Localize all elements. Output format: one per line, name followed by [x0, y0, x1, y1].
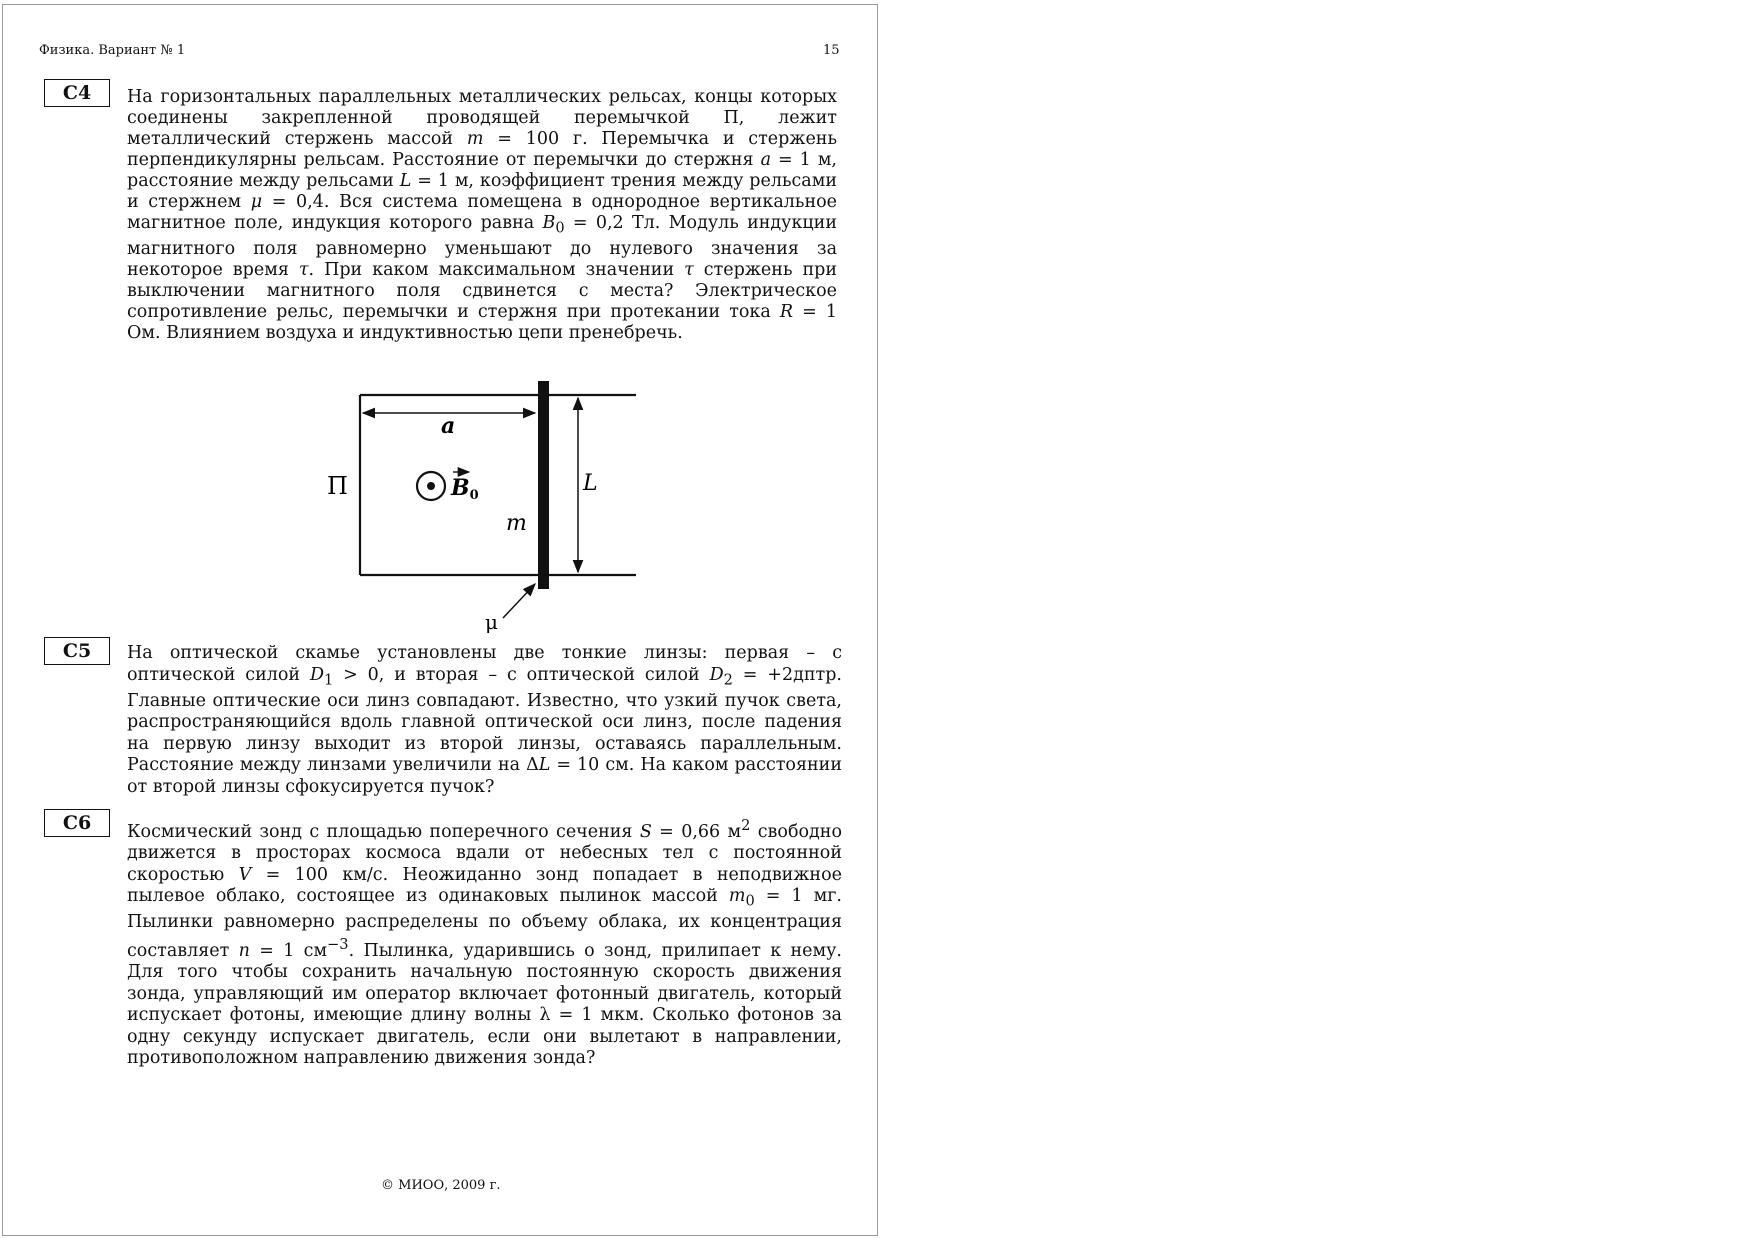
task-text-c5: На оптической скамье установлены две тонкие линзы: первая – с оптической силой $D_1 > 0$, и вторая – с оптической силой $D_2$ = +2дптр. Главные оптические оси линз совпадают. Известно, что узкий пучок света, распространяющийся вдоль главной оптической оси линз, после падения на первую линзу выходит из второй линзы, оставаясь параллельным. Расстояние между линзами увеличили на ΔL = 10 см. На каком расстоянии от второй линзы сфокусируется пучок? — [127, 643, 842, 797]
friction-label: μ — [485, 610, 498, 633]
header-title: Физика. Вариант № 1 — [39, 43, 186, 58]
mass-label: m — [506, 511, 527, 536]
task-label-c6: C6 — [44, 809, 110, 837]
page-number: 15 — [823, 43, 840, 58]
task-label-c5: C5 — [44, 637, 110, 665]
rail-gap-label: L — [583, 471, 598, 496]
distance-a-label: a — [441, 413, 456, 439]
friction-arrow — [503, 584, 535, 618]
exam-page — [2, 4, 878, 1236]
c4-circuit-figure — [313, 373, 653, 633]
jumper-label: П — [327, 472, 348, 500]
field-label: B0 — [451, 475, 479, 503]
task-text-c4: На горизонтальных параллельных металлических рельсах, концы которых соединены закрепленной проводящей перемычкой П, лежит металлический стержень массой m = 100 г. Перемычка и стержень перпендикулярны рельсам. Расстояние от перемычки до стержня a = 1 м, расстояние между рельсами L = 1 м, коэффициент трения между рельсами и стержнем μ = 0,4. Вся система помещена в однородное вертикальное магнитное поле, индукция которого равна $B_0 = 0,2$ Тл. Модуль индукции магнитного поля равномерно уменьшают до нулевого значения за некоторое время τ. При каком максимальном значении τ стержень при выключении магнитного поля сдвинется с места? Электрическое сопротивление рельс, перемычки и стержня при протекании тока R = 1 Ом. Влиянием воздуха и индуктивностью цепи пренебречь. — [127, 87, 838, 343]
task-label-c4: C4 — [44, 79, 110, 107]
rod — [538, 381, 549, 589]
task-text-c6: Космический зонд с площадью поперечного сечения S = 0,66 $м^2$ свободно движется в просторах космоса вдали от небесных тел с постоянной скоростью V = 100 км/с. Неожиданно зонд попадает в неподвижное пылевое облако, состоящее из одинаковых пылинок массой $m_0 = 1$ мг. Пылинки равномерно распределены по объему облака, их концентрация составляет n = 1 $см^{-3}$. Пылинка, ударившись о зонд, прилипает к нему. Для того чтобы сохранить начальную постоянную скорость движения зонда, управляющий им оператор включает фотонный двигатель, который испускает фотоны, имеющие длину волны λ = 1 мкм. Сколько фотонов за одну секунду испускает двигатель, если они вылетают в направлении, противоположном направлению движения зонда? — [127, 817, 842, 1069]
copyright-footer: © МИОО, 2009 г. — [381, 1178, 501, 1193]
